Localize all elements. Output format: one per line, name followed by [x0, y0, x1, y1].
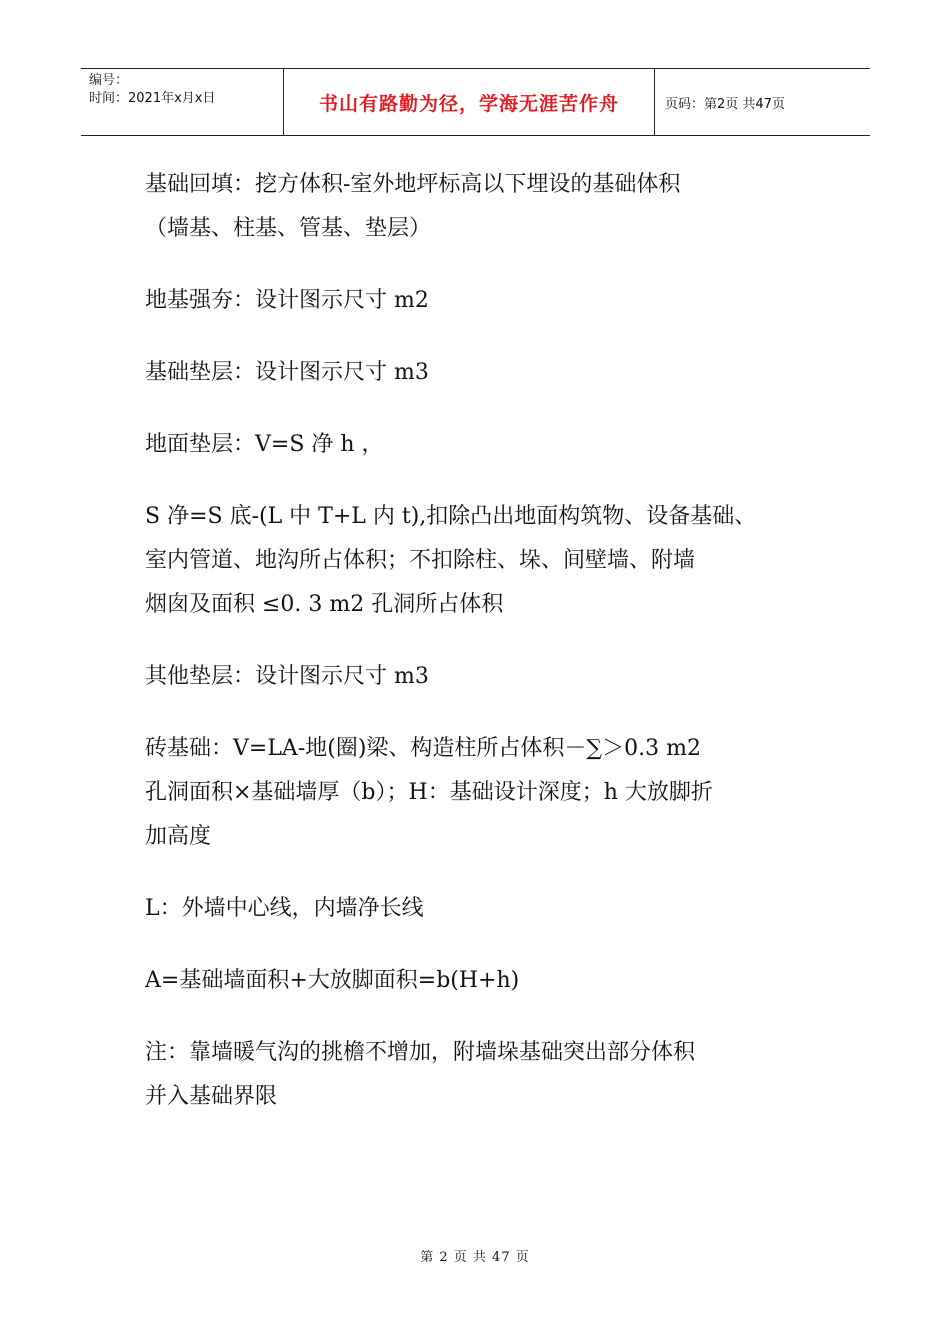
paragraph-line: 烟囱及面积 ≤0. 3 m2 孔洞所占体积	[145, 592, 504, 617]
page-footer: 第 2 页 共 47 页	[420, 1250, 530, 1265]
paragraph	[145, 351, 825, 395]
paragraph-line: 砖基础：V=LA-地(圈)梁、构造柱所占体积－∑＞0.3 m2	[145, 736, 701, 761]
paragraph	[145, 1031, 825, 1119]
paragraph-line: S 净=S 底-(L 中 T+L 内 t),扣除凸出地面构筑物、设备基础、	[145, 504, 757, 529]
document-body	[145, 163, 825, 1147]
header-info-cell	[81, 69, 283, 135]
paragraph-line: 加高度	[145, 824, 212, 849]
paragraph	[145, 655, 825, 699]
paragraph-line: A=基础墙面积+大放脚面积=b(H+h)	[145, 968, 520, 993]
paragraph-line: 基础垫层：设计图示尺寸 m3	[145, 360, 429, 385]
paragraph-line: 并入基础界限	[145, 1084, 278, 1109]
document-header	[81, 68, 870, 136]
time-label: 时间：2021年x月x日	[89, 91, 216, 106]
paragraph	[145, 887, 825, 931]
paragraph	[145, 959, 825, 1003]
paragraph-line: （墙基、柱基、管基、垫层）	[145, 216, 432, 241]
paragraph-line: 基础回填：挖方体积-室外地坪标高以下埋设的基础体积	[145, 172, 681, 197]
number-label: 编号：	[89, 73, 129, 88]
paragraph-line: L：外墙中心线，内墙净长线	[145, 896, 424, 921]
header-motto-cell	[283, 69, 655, 135]
paragraph	[145, 279, 825, 323]
paragraph-line: 地基强夯：设计图示尺寸 m2	[145, 288, 429, 313]
paragraph-line: 室内管道、地沟所占体积；不扣除柱、垛、间壁墙、附墙	[145, 548, 696, 573]
paragraph-line: 地面垫层：V=S 净 h ，	[145, 432, 384, 457]
paragraph	[145, 163, 825, 251]
paragraph-line: 注：靠墙暖气沟的挑檐不增加，附墙垛基础突出部分体积	[145, 1040, 696, 1065]
paragraph	[145, 495, 825, 627]
page-info: 页码：第2页 共47页	[665, 96, 785, 112]
motto-text: 书山有路勤为径，学海无涯苦作舟	[318, 92, 619, 115]
paragraph-line: 孔洞面积×基础墙厚（b）；H：基础设计深度；h 大放脚折	[145, 780, 713, 805]
header-page-cell	[655, 69, 870, 135]
paragraph	[145, 423, 825, 467]
paragraph	[145, 727, 825, 859]
paragraph-line: 其他垫层：设计图示尺寸 m3	[145, 664, 429, 689]
